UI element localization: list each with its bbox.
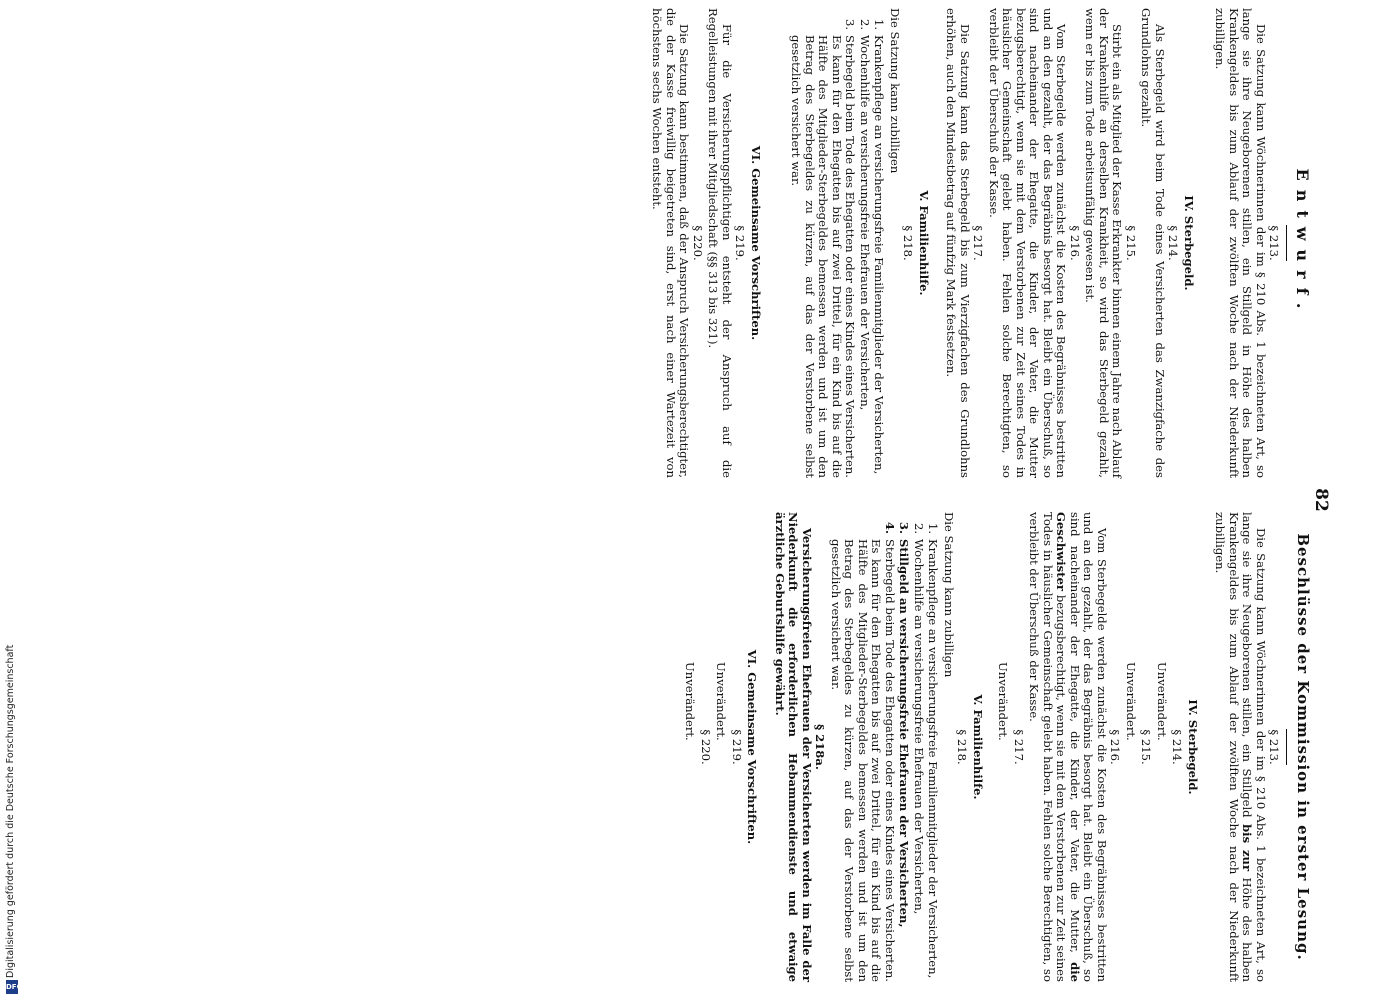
paragraph-text: Vom Sterbegelde werden zunächst die Kosten des Begräbnisses bestritten und an den gezahlt, der das Begräbnis besorgt hat. Bleibt ein Überschuß, so sind nacheinander der Ehegatte, die Kinder, der Vater, die Mutter bezugsberechtigt, wenn sie mit dem Verstorbenen zur Zeit seines Todes in häuslicher Gemeinschaft gelebt haben. Fehlen solche Berechtigten, so verbleibt der Überschuß der Kasse. bbox=[987, 8, 1069, 478]
section-heading: IV. Sterbegeld. bbox=[1186, 699, 1200, 795]
section-heading: VI. Gemeinsame Vorschriften. bbox=[749, 145, 763, 341]
amended-text: die Geschwister bbox=[1054, 512, 1082, 982]
paragraph-number: § 217. bbox=[1012, 729, 1026, 765]
paragraph-text: Die Satzung kann zubilligen bbox=[888, 8, 902, 174]
list-number: 1. bbox=[872, 18, 887, 30]
list-number: 2. bbox=[912, 522, 926, 534]
unchanged-note: Unverändert. bbox=[1124, 662, 1138, 741]
section-heading: VI. Gemeinsame Vorschriften. bbox=[745, 649, 760, 845]
paragraph-number: § 219. bbox=[730, 729, 744, 765]
paragraph-text: Die Satzung kann Wöchnerinnen der im § 210 Abs. 1 bezeichneten Art, so lange sie ihre Neugeborenen stillen, ein Stillgeld in Höhe des halben Krankengeldes bis zum Ablauf der zwölften Woche nach der Niederkunft zubilligen. bbox=[1213, 8, 1268, 478]
paragraph-number: § 214. bbox=[1166, 225, 1181, 261]
paragraph-number: § 216. bbox=[1108, 729, 1123, 765]
paragraph-text: Die Satzung kann bestimmen, daß der Anspruch Versicherungsberechtigter, die der Kasse freiwillig beigetreten sind, erst nach einer Wartezeit von höchstens sechs Wochen entsteht. bbox=[650, 8, 692, 478]
text-run: Höhe des halben Krankengeldes bis zum Ablauf der zwölften Woche nach der Niederkunft zubilligen. bbox=[1213, 512, 1255, 982]
list-number: 4. bbox=[883, 521, 897, 534]
draft-column-title: Entwurf. bbox=[1293, 168, 1312, 318]
list-text: Krankenpflege an versicherungsfreie Familienmitglieder der Versicherten, bbox=[872, 35, 887, 475]
credit-text: Digitalisierung gefördert durch die Deutsche Forschungsgemeinschaft bbox=[5, 644, 16, 978]
list-text: Wochenhilfe an versicherungsfreie Ehefrauen der Versicherten, bbox=[858, 35, 872, 411]
paragraph-number: § 214. bbox=[1170, 729, 1185, 765]
unchanged-note: Unverändert. bbox=[996, 662, 1011, 741]
list-number: 3. bbox=[843, 18, 858, 30]
list-item bbox=[926, 512, 940, 982]
rotated-page bbox=[12, 0, 1333, 1000]
paragraph-text: Für die Versicherungspflichtigen entsteht der Anspruch auf die Regelleistungen mit ihrer Mitgliedschaft (§§ 313 bis 321). bbox=[706, 8, 734, 478]
paragraph-number: § 218. bbox=[955, 729, 970, 765]
text-run: bezugsberechtigt, wenn sie mit dem Verstorbenen zur Zeit seines Todes in häuslicher Gemeinschaft gelebt haben. Fehlen solche Berechtigten, so verbleibt der Überschuß der Kasse. bbox=[1027, 512, 1069, 982]
list-text: Krankenpflege an versicherungsfreie Familienmitglieder der Versicherten, bbox=[926, 539, 941, 979]
commission-column-title: Beschlüsse der Kommission in erster Lesung. bbox=[1294, 533, 1312, 961]
paragraph-number: § 220. bbox=[699, 729, 713, 765]
list-text: Sterbegeld beim Tode des Ehegatten oder eines Kindes eines Versicherten. Es kann für den Ehegatten bis auf zwei Drittel, für ein Kind bis auf die Hälfte des Mitglieder-Sterbegeldes bemessen werden und ist um den Betrag des Sterbegeldes zu kürzen, auf das der Verstorbene selbst gesetzlich versichert war. bbox=[789, 35, 858, 478]
paragraph-number: § 218. bbox=[901, 225, 916, 261]
section-heading: V. Familienhilfe. bbox=[971, 694, 985, 800]
unchanged-note: Unverändert. bbox=[683, 662, 698, 741]
paragraph-number: § 213. bbox=[1267, 729, 1282, 765]
list-item bbox=[872, 8, 886, 478]
unchanged-note: Unverändert. bbox=[714, 662, 729, 741]
title-rule bbox=[1287, 225, 1288, 261]
paragraph-text bbox=[1027, 512, 1108, 982]
paragraph-text: Stirbt ein als Mitglied der Kasse Erkrankter binnen einem Jahre nach Ablauf der Krankenhilfe an derselben Krankheit, so wird das Sterbegeld gezahlt, wenn er bis zum Tode arbeitsunfähig gewesen ist. bbox=[1083, 8, 1125, 478]
paragraph-number: § 215. bbox=[1124, 225, 1138, 261]
text-run: Vom Sterbegelde werden zunächst die Kosten des Begräbnisses bestritten und an den gezahlt, der das Begräbnis besorgt hat. Bleibt ein Überschuß, so sind nacheinander der Ehegatte, die Kinder, der Vater, die Mutter, bbox=[1068, 512, 1109, 982]
list-text: Sterbegeld beim Tode des Ehegatten oder eines Kindes eines Versicherten. Es kann für den Ehegatten bis auf zwei Drittel, für ein Kind bis auf die Hälfte des Mitglieder-Sterbegeldes bemessen werden und ist um den Betrag des Sterbegeldes zu kürzen, auf das der Verstorbene selbst gesetzlich versichert war. bbox=[829, 539, 897, 982]
amended-text: bis zur bbox=[1240, 824, 1255, 872]
paragraph-text: Als Sterbegeld wird beim Tode eines Versicherten das Zwanzigfache des Grundlohns gezahlt. bbox=[1139, 8, 1167, 478]
list-item bbox=[829, 512, 897, 982]
paragraph-number: § 218a. bbox=[813, 724, 828, 770]
paragraph-text: Die Satzung kann das Sterbegeld bis zum Vierzigfachen des Grundlohns erhöhen, auch den Mindestbetrag auf fünfzig Mark festsetzen. bbox=[944, 8, 972, 478]
draft-column bbox=[648, 8, 1312, 478]
title-rule bbox=[1287, 729, 1288, 765]
paragraph-number: § 215. bbox=[1139, 729, 1154, 765]
list-item bbox=[858, 8, 872, 478]
unchanged-note: Unverändert. bbox=[1155, 662, 1169, 741]
list-item bbox=[789, 8, 857, 478]
list-item-amended bbox=[897, 512, 911, 982]
text-run: Die Satzung kann Wöchnerinnen der im § 210 Abs. 1 bezeichneten Art, so lange sie ihre Neugeborenen stillen, ein Stillgeld bbox=[1240, 512, 1268, 982]
section-heading: IV. Sterbegeld. bbox=[1182, 195, 1196, 291]
paragraph-text-amended: Versicherungsfreien Ehefrauen der Versicherten werden im Falle der Niederkunft die erforderlichen Hebammendienste und etwaige ärztliche Geburtshilfe gewährt. bbox=[773, 512, 814, 982]
list-text: Stillgeld an versicherungsfreie Ehefrauen der Versicherten, bbox=[897, 539, 912, 928]
commission-column bbox=[683, 512, 1312, 982]
list-text: Wochenhilfe an versicherungsfreie Ehefrauen der Versicherten, bbox=[912, 539, 926, 915]
paragraph-number: § 213. bbox=[1267, 225, 1282, 261]
digitization-credit bbox=[4, 596, 23, 996]
list-number: 2. bbox=[858, 18, 872, 30]
paragraph-number: § 220. bbox=[691, 225, 705, 261]
paragraph-text: Die Satzung kann zubilligen bbox=[942, 512, 956, 678]
paragraph-number: § 216. bbox=[1068, 225, 1082, 261]
page-number: 82 bbox=[1311, 488, 1331, 512]
paragraph-text bbox=[1213, 512, 1267, 982]
list-number: 1. bbox=[926, 522, 941, 534]
dfg-logo: DFG bbox=[6, 980, 18, 994]
paragraph-number: § 219. bbox=[733, 225, 748, 261]
list-item bbox=[912, 512, 926, 982]
list-number: 3. bbox=[897, 521, 912, 534]
paragraph-number: § 217. bbox=[971, 225, 986, 261]
section-heading: V. Familienhilfe. bbox=[917, 190, 931, 296]
